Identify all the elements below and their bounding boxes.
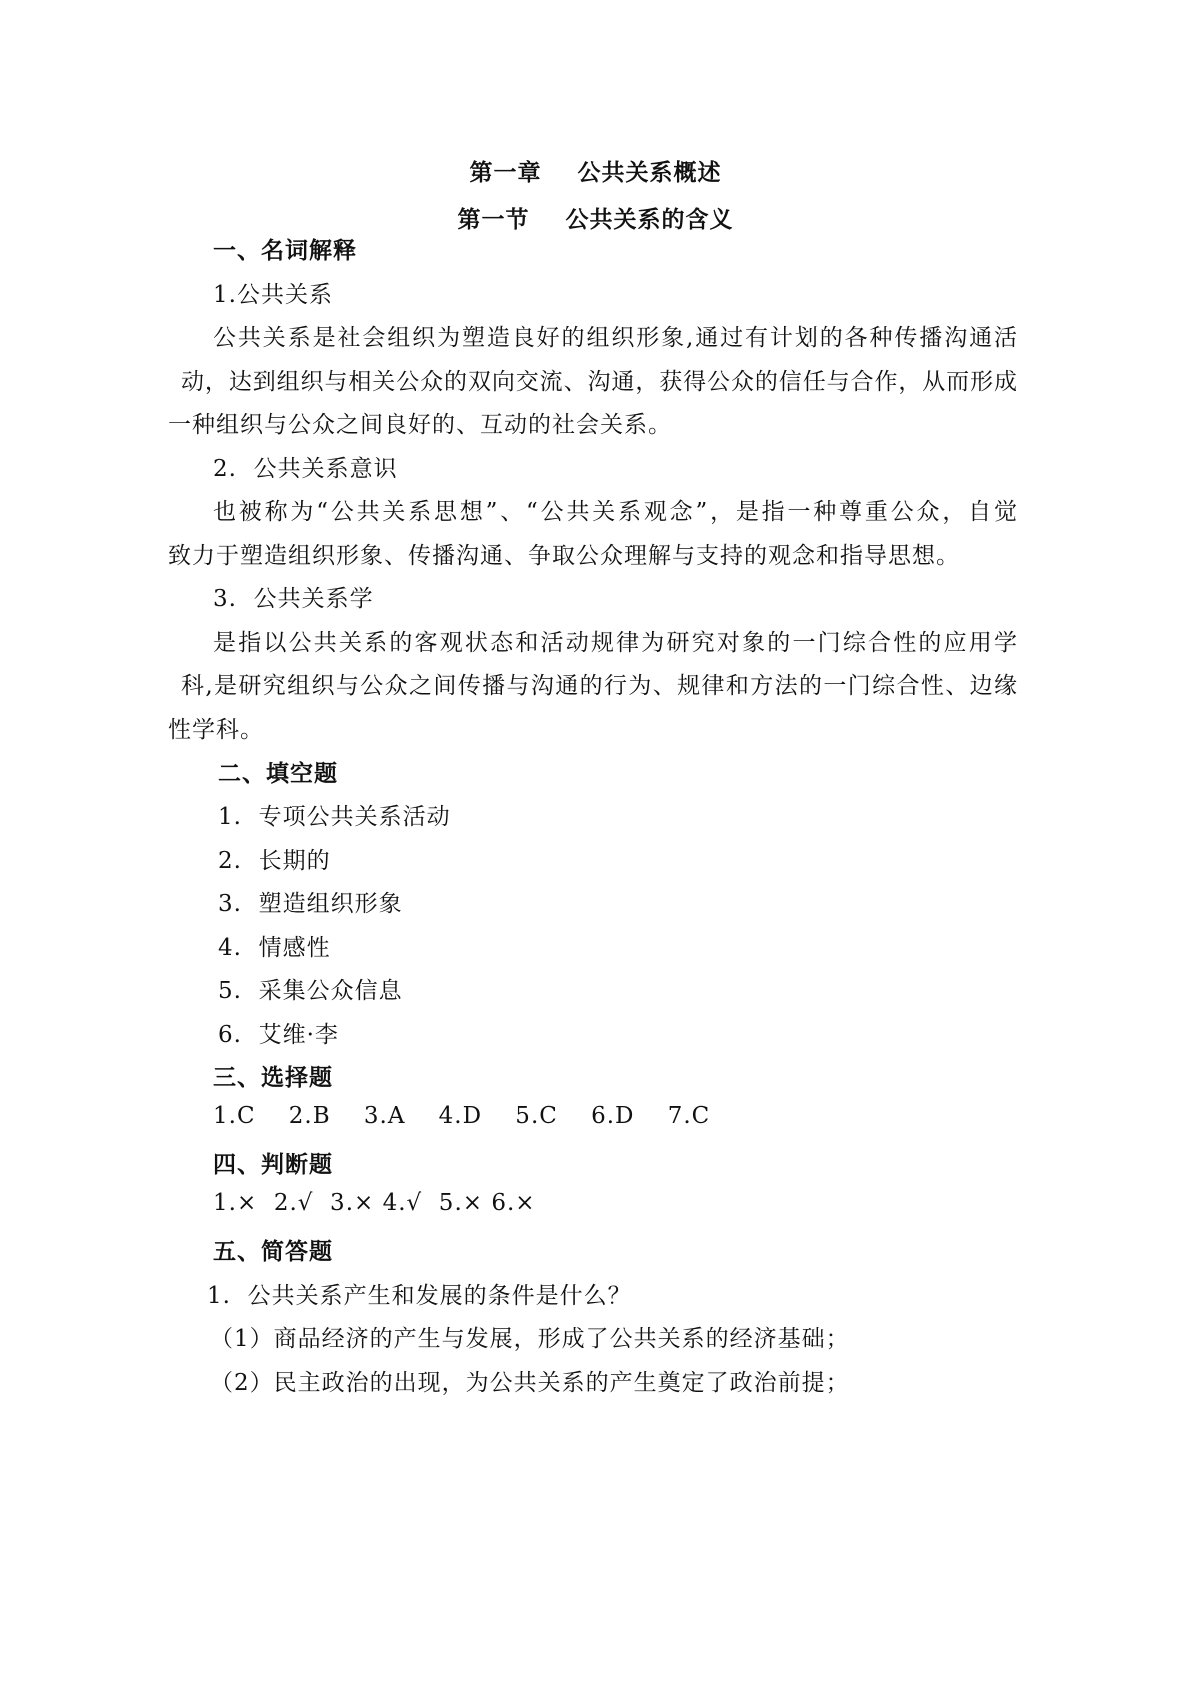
heading-multiple-choice: 三、选择题: [213, 1065, 333, 1091]
heading-true-false: 四、判断题: [213, 1152, 333, 1178]
term-2-text-line-2: 致力于塑造组织形象、传播沟通、争取公众理解与支持的观念和指导思想。: [168, 543, 960, 569]
term-1-label: 1.公共关系: [213, 282, 333, 308]
fill-answer-4: 4. 情感性: [218, 935, 331, 961]
fill-answer-5: 5. 采集公众信息: [218, 978, 403, 1004]
fill-answer-2: 2. 长期的: [218, 848, 331, 874]
term-3-text-line-1: 是指以公共关系的客观状态和活动规律为研究对象的一门综合性的应用学: [213, 630, 1017, 656]
term-2-label: 2. 公共关系意识: [213, 456, 398, 482]
chapter-title: 第一章 公共关系概述: [469, 160, 722, 186]
term-1-text-line-3: 一种组织与公众之间良好的、互动的社会关系。: [168, 412, 672, 438]
fill-answer-3: 3. 塑造组织形象: [218, 891, 403, 917]
choice-answers: 1.C 2.B 3.A 4.D 5.C 6.D 7.C: [213, 1103, 711, 1129]
term-3-text-line-2: 科,是研究组织与公众之间传播与沟通的行为、规律和方法的一门综合性、边缘: [181, 673, 1017, 699]
short-answer-1-point-2: （2）民主政治的出现，为公共关系的产生奠定了政治前提；: [210, 1370, 850, 1396]
fill-answer-1: 1. 专项公共关系活动: [218, 804, 451, 830]
true-false-answers: 1.× 2.√ 3.× 4.√ 5.× 6.×: [213, 1190, 536, 1216]
term-3-text-line-3: 性学科。: [168, 717, 264, 743]
short-answer-1-point-1: （1）商品经济的产生与发展，形成了公共关系的经济基础；: [210, 1326, 850, 1352]
short-question-1: 1. 公共关系产生和发展的条件是什么？: [207, 1283, 632, 1309]
heading-term-definitions: 一、名词解释: [213, 238, 357, 264]
term-1-text-line-1: 公共关系是社会组织为塑造良好的组织形象,通过有计划的各种传播沟通活: [213, 325, 1017, 351]
term-1-text-line-2: 动，达到组织与相关公众的双向交流、沟通，获得公众的信任与合作，从而形成: [181, 369, 1017, 395]
term-2-text-line-1: 也被称为“公共关系思想”、“公共关系观念”，是指一种尊重公众，自觉: [213, 499, 1017, 525]
heading-short-answer: 五、简答题: [213, 1239, 333, 1265]
section-title: 第一节 公共关系的含义: [457, 207, 734, 233]
term-3-label: 3. 公共关系学: [213, 586, 374, 612]
heading-fill-in-blank: 二、填空题: [218, 761, 338, 787]
fill-answer-6: 6. 艾维·李: [218, 1022, 339, 1048]
